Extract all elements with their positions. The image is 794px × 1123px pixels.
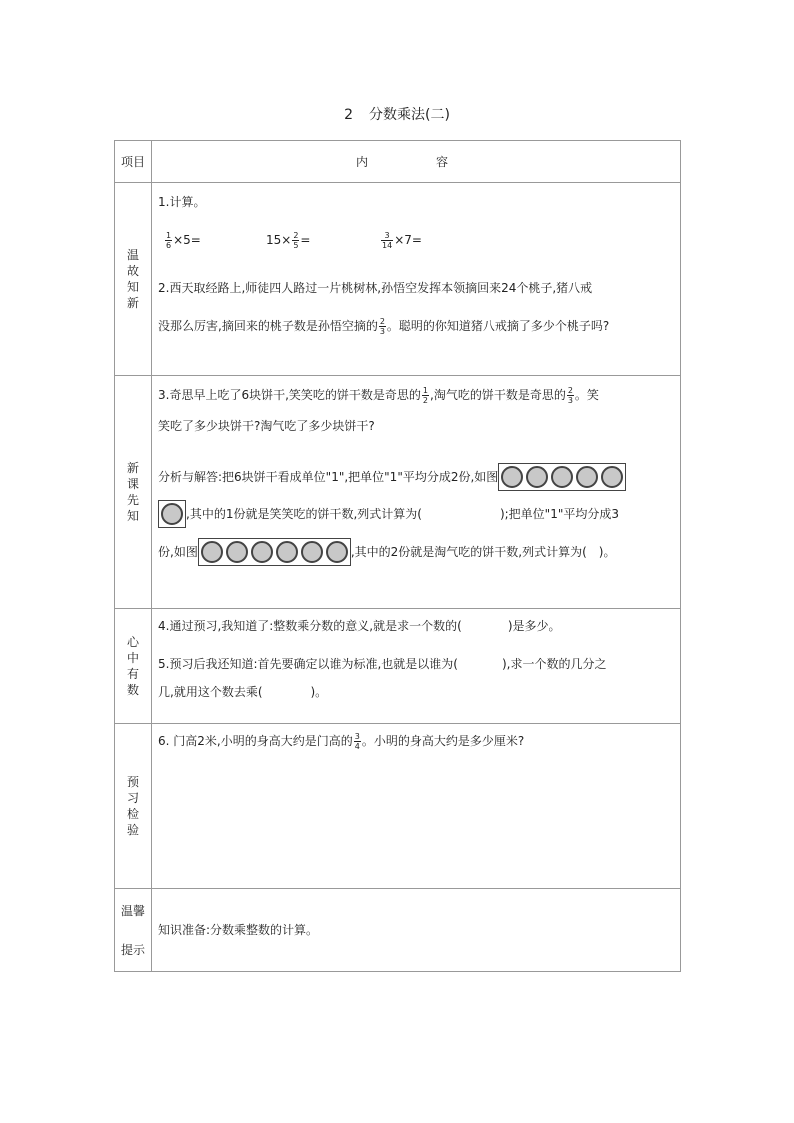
- check-row: [115, 724, 681, 889]
- cookie-icon: [576, 466, 598, 488]
- cookie-icon: [301, 541, 323, 563]
- fraction: $\frac{2}{5}$: [293, 231, 299, 250]
- cookie-icon: [201, 541, 223, 563]
- worksheet-table: [114, 140, 681, 972]
- tip-row: [115, 889, 681, 972]
- calc-1: $\frac{1}{6}$ ×5=: [166, 231, 201, 250]
- check-label: 预习检验: [126, 775, 139, 837]
- mind-label-cell: [115, 609, 152, 724]
- q2-line2: 没那么厉害,摘回来的桃子数是孙悟空摘的 $\frac{2}{3}$ 。聪明的你知道猪八戒摘了多少个桃子吗?: [158, 317, 610, 336]
- fraction: $\frac{1}{6}$: [166, 231, 172, 250]
- calc-3: $\frac{3}{14}$ ×7=: [382, 231, 422, 250]
- header-content-label: 内 容: [355, 155, 476, 169]
- tip-label-top: 温馨: [120, 904, 145, 918]
- cookie-icon: [551, 466, 573, 488]
- header-content-cell: [152, 141, 681, 183]
- review-label: 温故知新: [126, 248, 139, 310]
- tip-content-cell: [152, 889, 681, 972]
- page-title: [0, 104, 794, 124]
- new-label: 新课先知: [126, 461, 139, 523]
- review-row: [115, 183, 681, 376]
- q3-line2: 笑吃了多少块饼干?淘气吃了多少块饼干?: [158, 419, 375, 433]
- analysis-line2: ,其中的1份就是笑笑吃的饼干数,列式计算为( );把单位"1"平均分成3: [158, 497, 674, 531]
- mind-content-cell: [152, 609, 681, 724]
- q6-line: 6. 门高2米,小明的身高大约是门高的 $\frac{3}{4}$ 。小明的身高大约是多少厘米?: [158, 732, 525, 751]
- q4-line: 4.通过预习,我知道了:整数乘分数的意义,就是求一个数的( )是多少。: [158, 619, 561, 633]
- review-content-cell: [152, 183, 681, 376]
- fraction: $\frac{3}{14}$: [382, 231, 393, 250]
- q2-line1: 2.西天取经路上,师徒四人路过一片桃树林,孙悟空发挥本领摘回来24个桃子,猪八戒: [158, 281, 593, 295]
- lesson-title: 分数乘法(二): [368, 107, 450, 123]
- header-item-cell: [115, 141, 152, 183]
- five-circles-figure: [498, 463, 626, 491]
- calc-2: 15× $\frac{2}{5}$ =: [266, 231, 311, 250]
- mind-label: 心中有数: [126, 635, 139, 697]
- cookie-icon: [276, 541, 298, 563]
- tip-label-bottom: 提示: [120, 943, 145, 957]
- check-content-cell: [152, 724, 681, 889]
- header-item-label: 项目: [120, 155, 145, 169]
- lesson-number: 2: [344, 107, 353, 123]
- fraction: $\frac{3}{4}$: [354, 732, 360, 751]
- analysis-line3: 份,如图 ,其中的2份就是淘气吃的饼干数,列式计算为( )。: [158, 535, 674, 569]
- cookie-icon: [161, 503, 183, 525]
- review-label-cell: [115, 183, 152, 376]
- cookie-icon: [526, 466, 548, 488]
- q5-line2: 几,就用这个数去乘( )。: [158, 685, 328, 699]
- q1-title: 1.计算。: [158, 195, 206, 209]
- one-circle-figure: [158, 500, 186, 528]
- q3-line1: 3.奇思早上吃了6块饼干,笑笑吃的饼干数是奇思的 $\frac{1}{2}$ ,淘气吃的饼干数是奇思的 $\frac{2}{3}$ 。笑: [158, 386, 599, 405]
- new-label-cell: [115, 376, 152, 609]
- fraction: $\frac{1}{2}$: [422, 386, 428, 405]
- cookie-icon: [251, 541, 273, 563]
- new-content-cell: [152, 376, 681, 609]
- six-circles-figure: [198, 538, 351, 566]
- table-header-row: [115, 141, 681, 183]
- cookie-icon: [226, 541, 248, 563]
- fraction: $\frac{2}{3}$: [567, 386, 573, 405]
- cookie-icon: [601, 466, 623, 488]
- tip-text: 知识准备:分数乘整数的计算。: [158, 923, 319, 937]
- cookie-icon: [326, 541, 348, 563]
- analysis-line1: 分析与解答:把6块饼干看成单位"1",把单位"1"平均分成2份,如图: [158, 461, 674, 493]
- q1-calcs: [158, 227, 674, 255]
- check-label-cell: [115, 724, 152, 889]
- q5-line1: 5.预习后我还知道:首先要确定以谁为标准,也就是以谁为( ),求一个数的几分之: [158, 657, 607, 671]
- mind-row: [115, 609, 681, 724]
- fraction: $\frac{2}{3}$: [379, 317, 385, 336]
- tip-label-cell: [115, 889, 152, 972]
- new-row: [115, 376, 681, 609]
- cookie-icon: [501, 466, 523, 488]
